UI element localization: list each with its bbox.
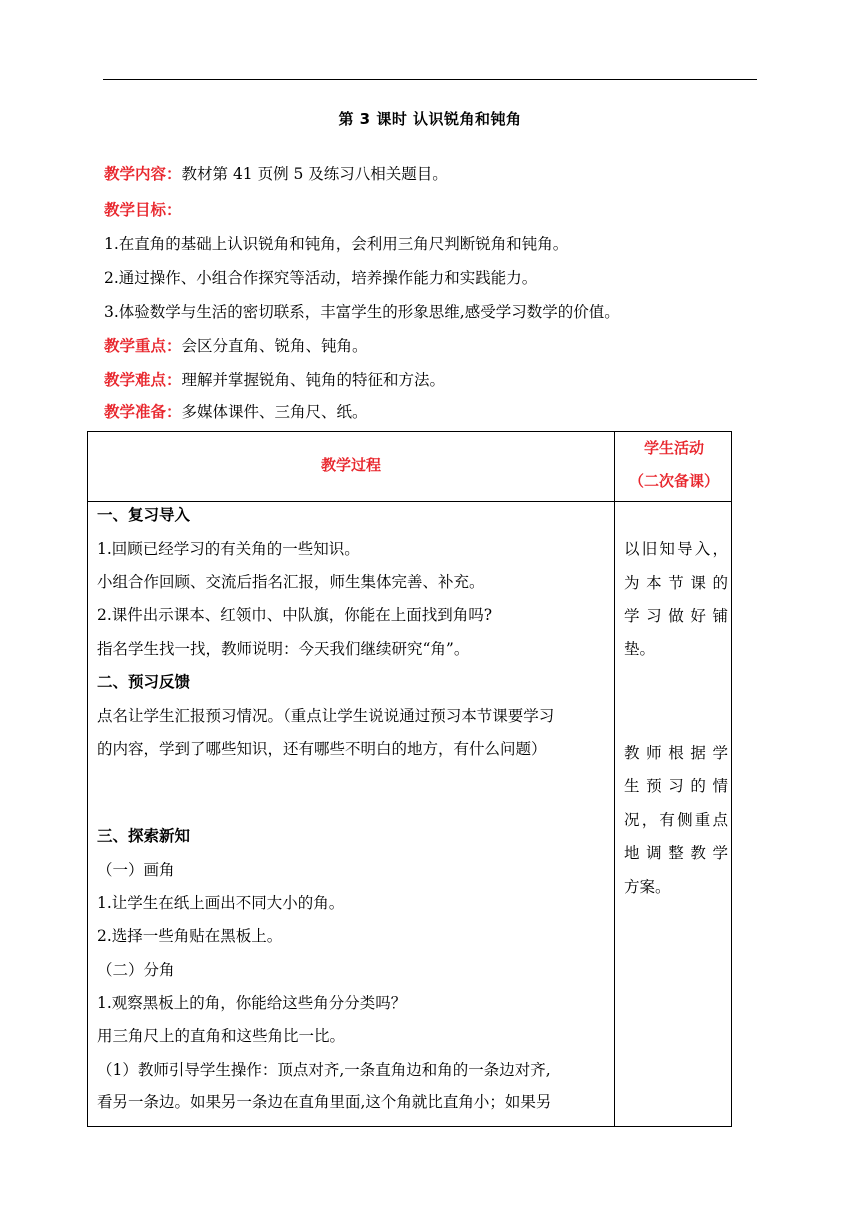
process-line: 指名学生找一找，教师说明：今天我们继续研究“角”。 xyxy=(97,640,470,658)
meta-key-points xyxy=(104,336,368,356)
meta-difficulties xyxy=(104,370,445,390)
meta-content xyxy=(104,164,448,184)
process-line: （一）画角 xyxy=(97,861,175,879)
activity-line: 地调整教学 xyxy=(624,844,728,862)
table-divider-horizontal xyxy=(88,501,731,502)
activity-line: 况，有侧重点 xyxy=(624,811,728,829)
header-teaching-process: 教学过程 xyxy=(320,456,381,474)
process-line: 1.观察黑板上的角，你能给这些角分分类吗？ xyxy=(97,994,407,1012)
process-line: 点名让学生汇报预习情况。（重点让学生说说通过预习本节课要学习 xyxy=(97,707,555,725)
meta-goals xyxy=(104,200,182,220)
process-line: 的内容，学到了哪些知识，还有哪些不明白的地方，有什么问题） xyxy=(97,740,547,758)
meta-text: 3.体验数学与生活的密切联系，丰富学生的形象思维,感受学习数学的价值。 xyxy=(104,303,620,321)
activity-line: 学习做好铺 xyxy=(624,607,728,625)
meta-text: 多媒体课件、三角尺、纸。 xyxy=(181,403,368,421)
process-line: 2.选择一些角贴在黑板上。 xyxy=(97,927,283,945)
activity-line: 方案。 xyxy=(624,878,671,896)
process-line: （二）分角 xyxy=(97,961,175,979)
lesson-title: 第 3 课时 认识锐角和钝角 xyxy=(338,110,522,128)
header-student-activity: 学生活动 xyxy=(643,439,704,457)
meta-text: 1.在直角的基础上认识锐角和钝角，会利用三角尺判断锐角和钝角。 xyxy=(104,235,569,253)
meta-label: 教学重点： xyxy=(104,337,182,355)
meta-text: 会区分直角、锐角、钝角。 xyxy=(181,337,368,355)
section-heading: 三、探索新知 xyxy=(97,827,191,845)
goal-item-3 xyxy=(104,302,620,322)
meta-label: 教学内容： xyxy=(104,165,182,183)
activity-line: 教师根据学 xyxy=(624,744,728,762)
goal-item-1 xyxy=(104,234,568,254)
lesson-table xyxy=(87,431,732,1127)
meta-text: 教材第 41 页例 5 及练习八相关题目。 xyxy=(181,165,448,183)
header-second-prep: （二次备课） xyxy=(628,472,719,490)
header-rule xyxy=(103,79,757,80)
activity-line: 生预习的情 xyxy=(624,777,728,795)
process-line: 看另一条边。如果另一条边在直角里面,这个角就比直角小；如果另 xyxy=(97,1093,552,1111)
process-line: 小组合作回顾、交流后指名汇报，师生集体完善、补充。 xyxy=(97,573,485,591)
meta-label: 教学准备： xyxy=(104,403,182,421)
activity-line: 垫。 xyxy=(624,640,656,658)
meta-label: 教学难点： xyxy=(104,371,182,389)
process-line: （1）教师引导学生操作：顶点对齐,一条直角边和角的一条边对齐, xyxy=(97,1061,551,1079)
activity-line: 以旧知导入， xyxy=(624,540,728,558)
process-line: 2.课件出示课本、红领巾、中队旗，你能在上面找到角吗? xyxy=(97,606,493,624)
activity-line: 为本节课的 xyxy=(624,574,728,592)
process-line: 1.回顾已经学习的有关角的一些知识。 xyxy=(97,540,360,558)
meta-text: 2.通过操作、小组合作探究等活动，培养操作能力和实践能力。 xyxy=(104,269,538,287)
meta-text: 理解并掌握锐角、钝角的特征和方法。 xyxy=(181,371,446,389)
process-line: 1.让学生在纸上画出不同大小的角。 xyxy=(97,894,345,912)
section-heading: 二、预习反馈 xyxy=(97,673,191,691)
process-line: 用三角尺上的直角和这些角比一比。 xyxy=(97,1027,346,1045)
goal-item-2 xyxy=(104,268,537,288)
section-heading: 一、复习导入 xyxy=(97,506,191,524)
table-divider-vertical xyxy=(614,432,615,1126)
meta-label: 教学目标： xyxy=(104,201,182,219)
meta-preparation xyxy=(104,402,368,422)
